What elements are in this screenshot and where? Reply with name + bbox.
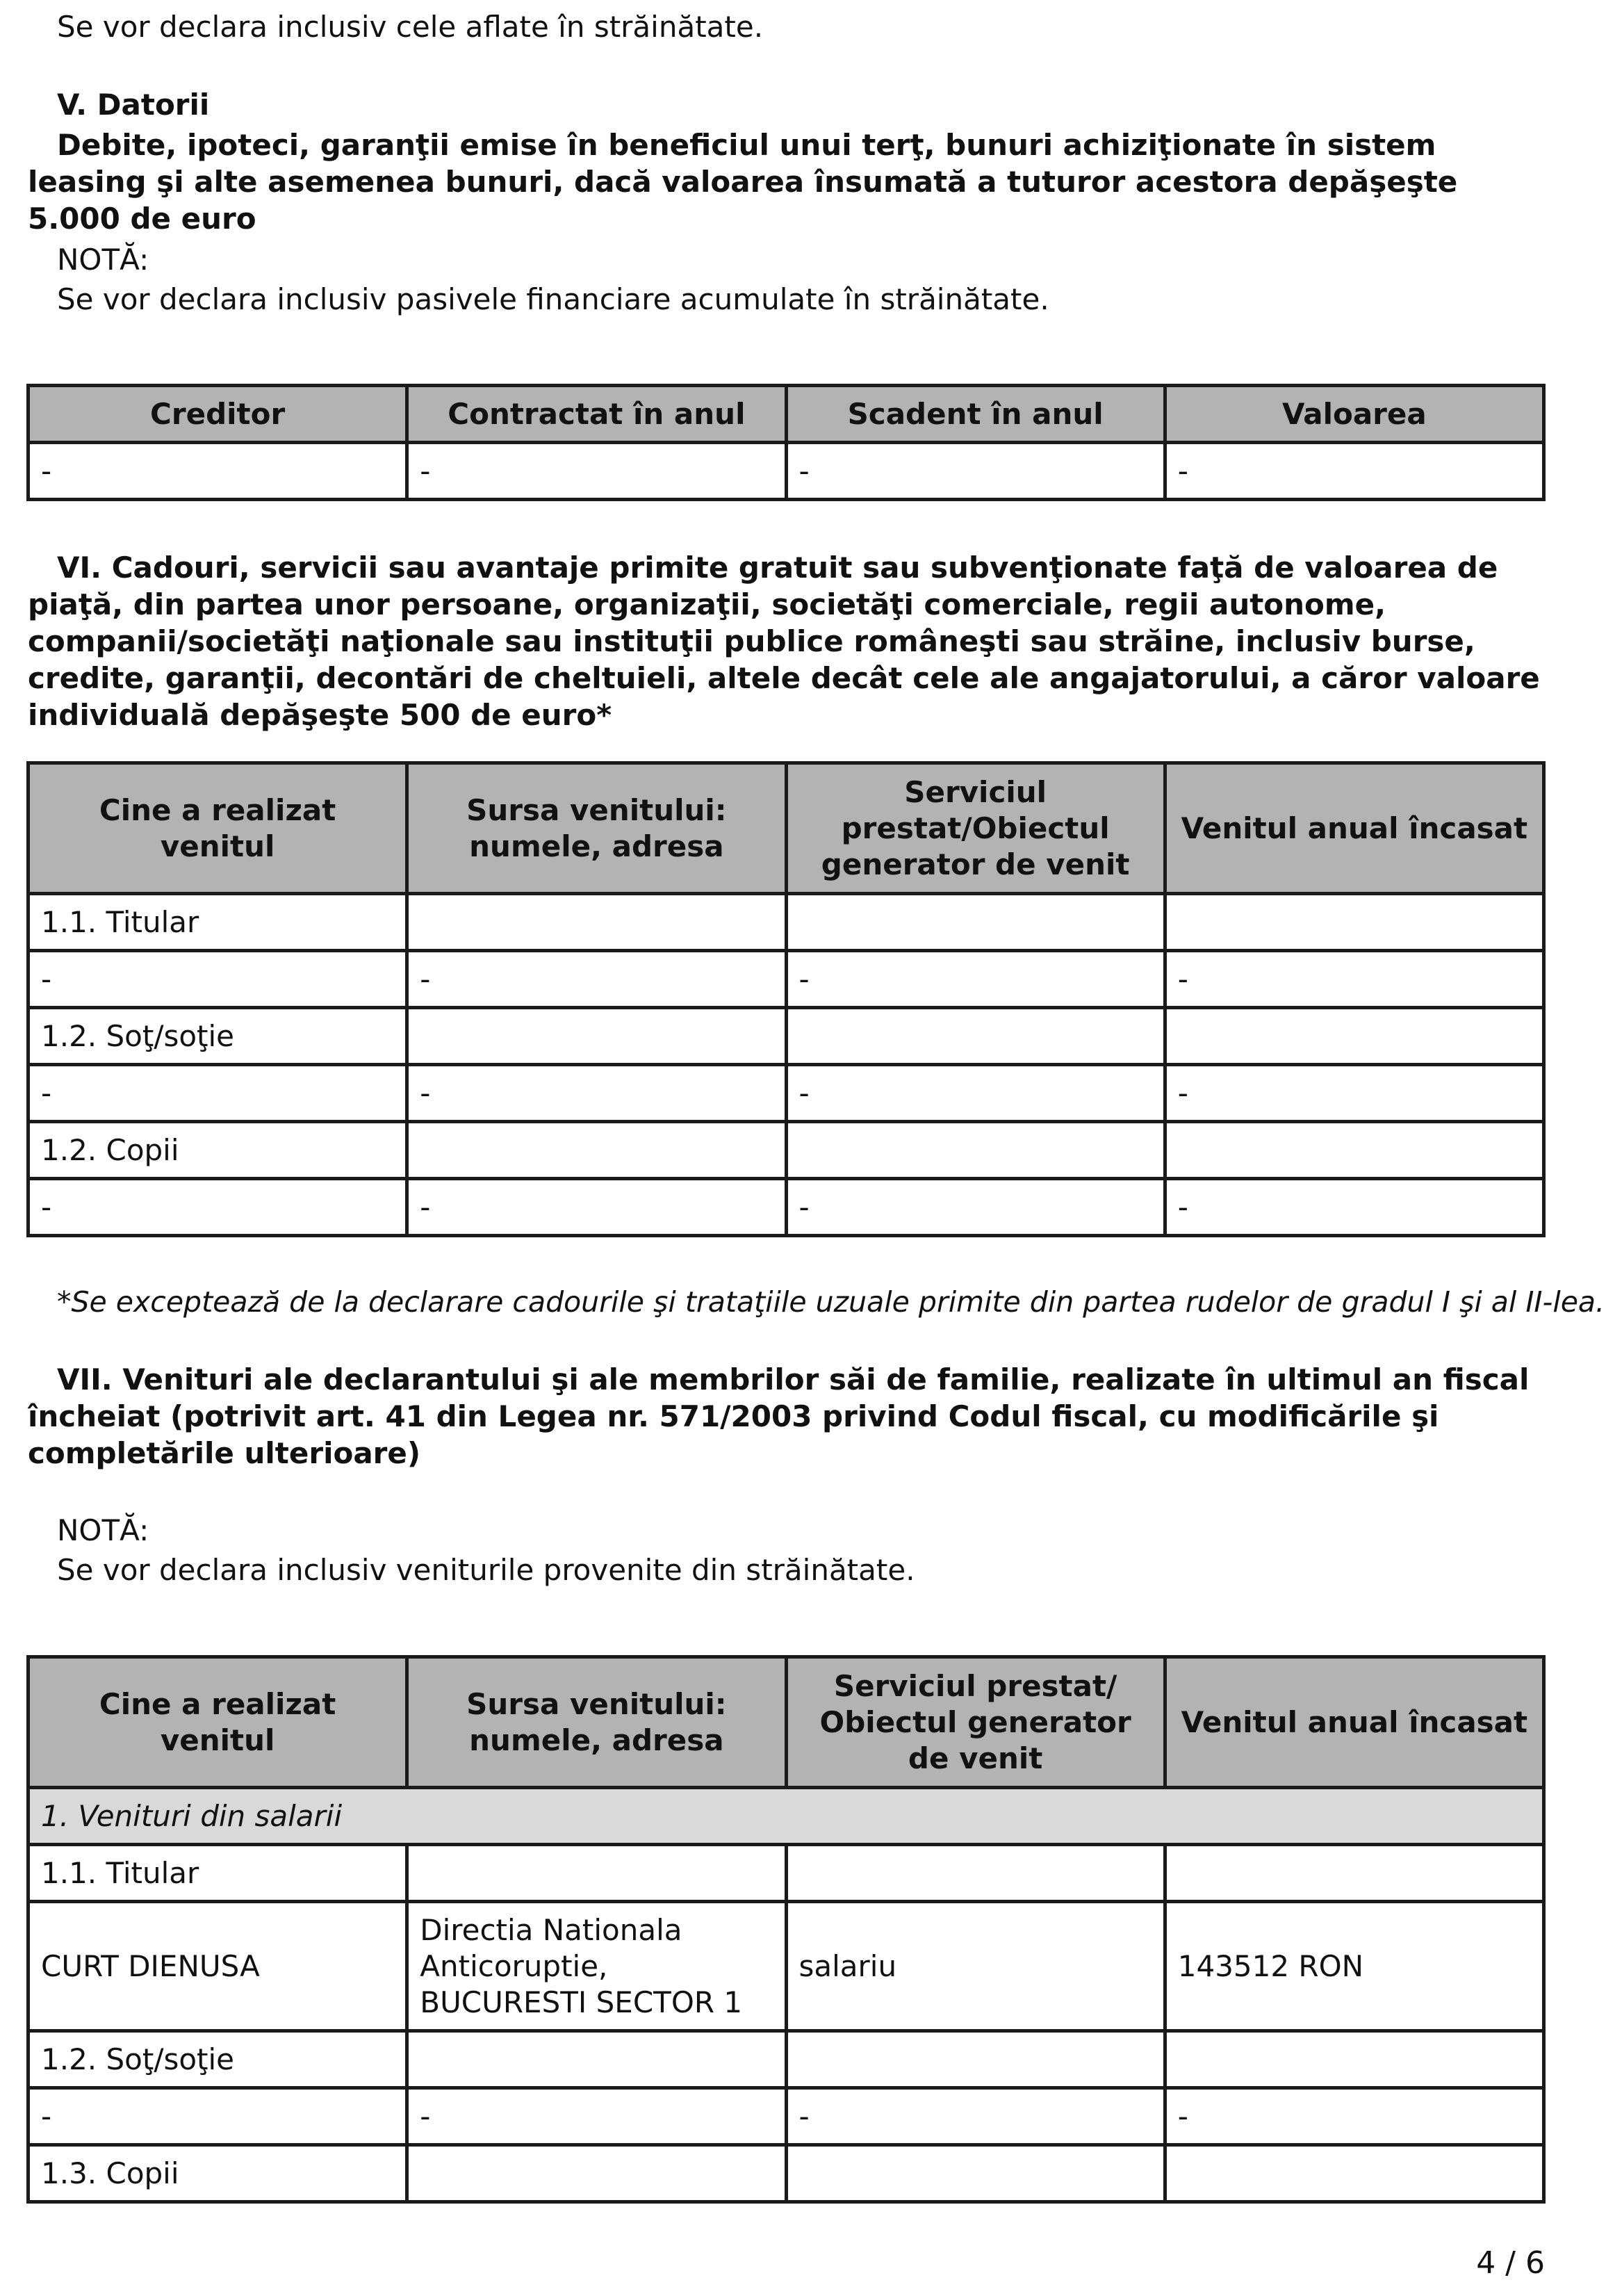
- table-cell: [1165, 2031, 1543, 2088]
- table-cell: 1.2. Copii: [28, 1122, 407, 1179]
- intro-text: Se vor declara inclusiv cele aflate în străinătate.: [57, 10, 764, 44]
- table-cell: 1.2. Soţ/soţie: [28, 2031, 407, 2088]
- table-row: [28, 443, 1544, 500]
- table-cell: -: [28, 1179, 407, 1236]
- col-header-source: Sursa venitului: numele, adresa: [407, 1657, 786, 1788]
- table-cell: [786, 2031, 1165, 2088]
- table-cell: -: [407, 2088, 786, 2145]
- section-5-note-label: NOTĂ:: [57, 243, 149, 277]
- table-cell: [786, 1008, 1165, 1065]
- table-cell: -: [786, 443, 1165, 500]
- col-header-who: Cine a realizat venitul: [28, 763, 407, 894]
- table-cell: -: [1165, 1065, 1543, 1122]
- table-cell: -: [28, 951, 407, 1008]
- table-cell: [786, 1122, 1165, 1179]
- table-cell: [1165, 1845, 1543, 1902]
- table-cell: -: [28, 2088, 407, 2145]
- table-cell: -: [786, 1065, 1165, 1122]
- table-cell: -: [1165, 1179, 1543, 1236]
- table-row: [28, 1179, 1544, 1236]
- table-cell: [786, 894, 1165, 951]
- col-header-service: Serviciul prestat/ Obiectul generator de venit: [786, 1657, 1165, 1788]
- col-header-income: Venitul anual încasat: [1165, 763, 1543, 894]
- section-6-title: VI. Cadouri, servicii sau avantaje primite gratuit sau subvenţionate faţă de valoarea de piaţă, din partea unor persoane, organizaţii, societăţi comerciale, regii autonome, companii/societăţi naţionale sau instituţii publice româneşti sau străine, inclusiv burse, credite, garanţii, decontări de cheltuieli, altele decât cele ale angajatorului, a căror valoare individuală depăşeşte 500 de euro*: [28, 551, 1540, 732]
- table-cell: 1.1. Titular: [28, 894, 407, 951]
- income-table: [26, 1655, 1546, 2204]
- section-7-title: VII. Venituri ale declarantului şi ale membrilor săi de familie, realizate în ultimul an fiscal încheiat (potrivit art. 41 din Legea nr. 571/2003 privind Codul fiscal, cu modificările şi completările ulterioare): [28, 1362, 1530, 1470]
- section-5-title: V. Datorii: [57, 88, 210, 122]
- table-section-row: [28, 1788, 1544, 1845]
- table-cell: -: [28, 443, 407, 500]
- table-cell: -: [1165, 443, 1543, 500]
- section-6-footnote: *Se exceptează de la declarare cadourile şi trataţiile uzuale primite din partea rudelor de gradul I şi al II-lea.: [57, 1285, 1605, 1319]
- table-cell: -: [28, 1065, 407, 1122]
- table-cell: Directia Nationala Anticoruptie, BUCURESTI SECTOR 1: [407, 1902, 786, 2031]
- table-cell: -: [407, 1065, 786, 1122]
- table-row: [28, 1902, 1544, 2031]
- table-row: [28, 1008, 1544, 1065]
- table-row: [28, 1845, 1544, 1902]
- table-cell: [407, 894, 786, 951]
- table-cell: 1.2. Soţ/soţie: [28, 1008, 407, 1065]
- table-cell: [407, 1845, 786, 1902]
- debts-table: [26, 384, 1546, 501]
- table-cell: 1.1. Titular: [28, 1845, 407, 1902]
- section-5-description: Debite, ipoteci, garanţii emise în beneficiul unui terţ, bunuri achiziţionate în sistem leasing şi alte asemenea bunuri, dacă valoarea însumată a tuturor acestora depăşeşte 5.000 de euro: [28, 128, 1458, 236]
- table-cell: -: [786, 951, 1165, 1008]
- section-5-note-text: Se vor declara inclusiv pasivele financiare acumulate în străinătate.: [57, 282, 1049, 316]
- table-row: [28, 894, 1544, 951]
- table-cell: -: [1165, 2088, 1543, 2145]
- table-cell: CURT DIENUSA: [28, 1902, 407, 2031]
- col-header-value: Valoarea: [1165, 386, 1543, 443]
- table-cell: [1165, 1008, 1543, 1065]
- table-cell: -: [407, 443, 786, 500]
- table-row: [28, 2031, 1544, 2088]
- col-header-income: Venitul anual încasat: [1165, 1657, 1543, 1788]
- table-cell: [407, 1008, 786, 1065]
- table-cell: -: [1165, 951, 1543, 1008]
- table-row: [28, 1065, 1544, 1122]
- table-cell: [407, 2145, 786, 2202]
- section-7-note-label: NOTĂ:: [57, 1513, 149, 1547]
- table-row: [28, 2088, 1544, 2145]
- page-number: 4 / 6: [1476, 2245, 1545, 2281]
- table-row: [28, 951, 1544, 1008]
- table-cell: -: [786, 1179, 1165, 1236]
- table-cell: [407, 2031, 786, 2088]
- table-cell: [786, 1845, 1165, 1902]
- table-row: [28, 1122, 1544, 1179]
- section-7-note-text: Se vor declara inclusiv veniturile provenite din străinătate.: [57, 1553, 915, 1587]
- table-cell: 1.3. Copii: [28, 2145, 407, 2202]
- table-cell: [786, 2145, 1165, 2202]
- col-header-service: Serviciul prestat/Obiectul generator de venit: [786, 763, 1165, 894]
- table-row: [28, 2145, 1544, 2202]
- table-cell: -: [407, 951, 786, 1008]
- table-section-label: 1. Venituri din salarii: [28, 1788, 1544, 1845]
- col-header-creditor: Creditor: [28, 386, 407, 443]
- table-cell: -: [786, 2088, 1165, 2145]
- gifts-table: [26, 761, 1546, 1237]
- col-header-who: Cine a realizat venitul: [28, 1657, 407, 1788]
- table-cell: [407, 1122, 786, 1179]
- table-cell: [1165, 2145, 1543, 2202]
- col-header-contracted-year: Contractat în anul: [407, 386, 786, 443]
- col-header-due-year: Scadent în anul: [786, 386, 1165, 443]
- table-cell: -: [407, 1179, 786, 1236]
- table-cell: [1165, 894, 1543, 951]
- table-cell: [1165, 1122, 1543, 1179]
- col-header-source: Sursa venitului: numele, adresa: [407, 763, 786, 894]
- table-cell: salariu: [786, 1902, 1165, 2031]
- table-cell: 143512 RON: [1165, 1902, 1543, 2031]
